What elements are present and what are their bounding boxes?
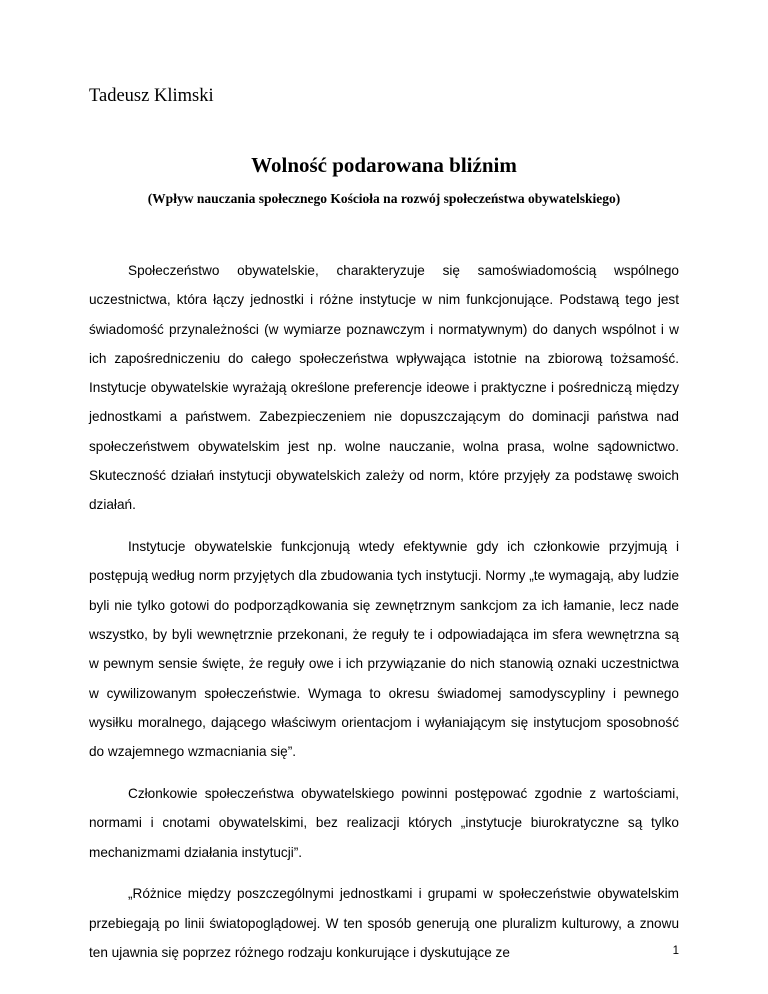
paragraph: „Różnice między poszczególnymi jednostkami i grupami w społeczeństwie obywatelskim przebiegają po linii światopoglądowej. W ten sposób generują one pluralizm kulturowy, a znowu ten ujawnia się poprzez różnego rodzaju konkurujące i dyskutujące ze xyxy=(89,886,679,961)
page-number: 1 xyxy=(672,945,679,957)
paragraph: Członkowie społeczeństwa obywatelskiego powinni postępować zgodnie z wartościami, normami i cnotami obywatelskimi, bez realizacji których „instytucje biurokratyczne są tylko mechanizmami działania instytucji”. xyxy=(89,786,679,860)
author-name: Tadeusz Klimski xyxy=(89,86,214,106)
document-subtitle: (Wpływ nauczania społecznego Kościoła na rozwój społeczeństwa obywatelskiego) xyxy=(147,191,621,206)
paragraph: Społeczeństwo obywatelskie, charakteryzuje się samoświadomością wspólnego uczestnictwa, która łączy jednostki i różne instytucje w nim funkcjonujące. Podstawą tego jest świadomość przynależności (w wymiarze poznawczym i normatywnym) do danych wspólnot i w ich zapośredniczeniu do całego społeczeństwa wpływająca istotnie na zbiorową tożsamość. Instytucje obywatelskie wyrażają określone preferencje ideowe i praktyczne i pośredniczą między jednostkami a państwem. Zabezpieczeniem nie dopuszczającym do dominacji państwa nad społeczeństwem obywatelskim jest np. wolne nauczanie, wolna prasa, wolne sądownictwo. Skuteczność działań instytucji obywatelskich zależy od norm, które przyjęły za podstawę swoich działań. xyxy=(89,263,679,513)
document-body xyxy=(89,256,679,980)
paragraph: Instytucje obywatelskie funkcjonują wtedy efektywnie gdy ich członkowie przyjmują i postępują według norm przyjętych dla zbudowania tych instytucji. Normy „te wymagają, aby ludzie byli nie tylko gotowi do podporządkowania się zewnętrznym sankcjom za ich łamanie, lecz nade wszystko, by byli wewnętrznie przekonani, że reguły te i odpowiadająca im sfera wewnętrzna są w pewnym sensie święte, że reguły owe i ich przywiązanie do nich stanowią oznaki uczestnictwa w cywilizowanym społeczeństwie. Wymaga to okresu świadomej samodyscypliny i pewnego wysiłku moralnego, dającego właściwym orientacjom i wyłaniającym się instytucjom sposobność do wzajemnego wzmacniania się”. xyxy=(89,539,679,760)
document-title: Wolność podarowana bliźnim xyxy=(251,153,517,177)
